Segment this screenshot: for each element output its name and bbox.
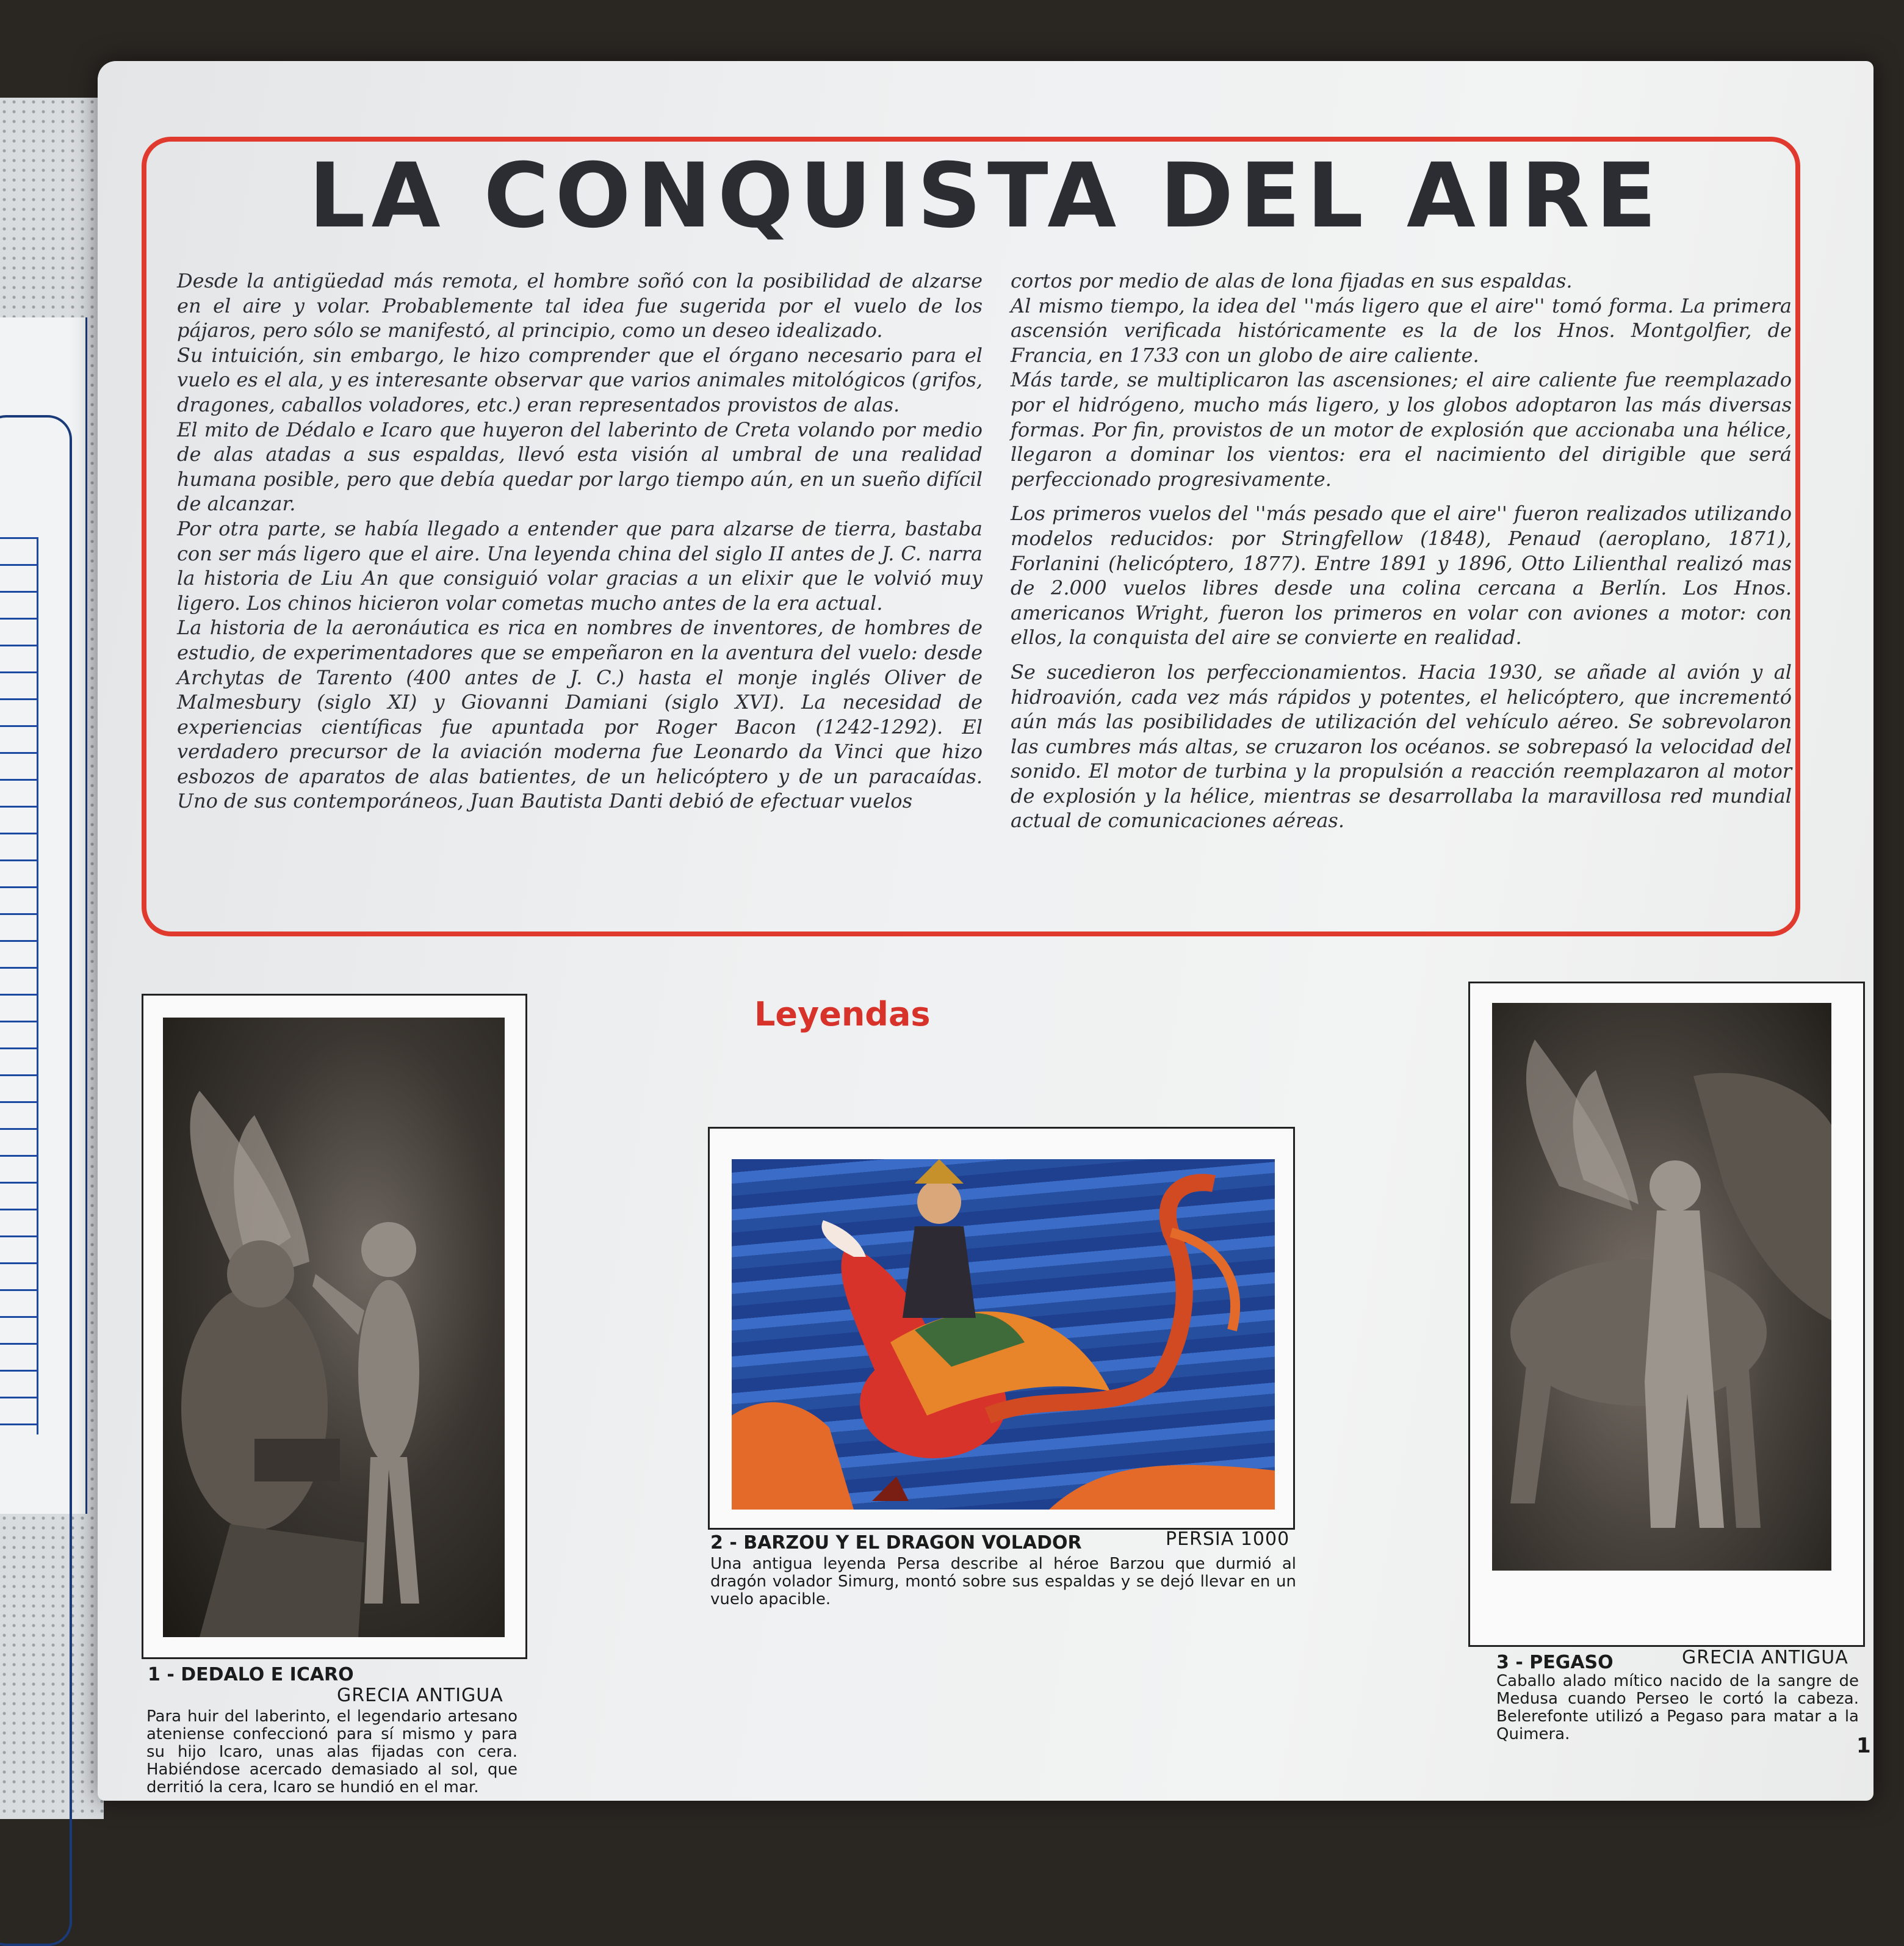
sticker-image-dedalo-icaro [163,1018,505,1637]
paragraph: Los primeros vuelos del ''más pesado que el aire'' fueron realizados utilizando modelos reducidos: por Stringfellow (1848), Penaud (aeroplano, 1871), Forlanini (helicóptero, 1877). Entre 1891 y 1896, Otto Lilienthal realizó mas de 2.000 vuelos libres desde una colina cercana a Berlín. Los Hnos. americanos Wright, fueron los primeros en volar con aviones a motor: con ellos, la conquista del aire se convierte en realidad. [1011,502,1792,649]
paragraph: Por otra parte, se había llegado a entender que para alzarse de tierra, bastaba con ser más ligero que el aire. Una leyenda china del siglo II antes de J. C. narra la historia de Liu An que consiguió volar gracias a un elixir que le volvió muy ligero. Los chinos hicieron volar cometas mucho antes de la era actual. [177,516,983,615]
sticker-card-dedalo [142,994,527,1659]
sticker-image-pegaso [1492,1003,1831,1571]
adjacent-page-ruled-lines [0,537,38,1434]
paragraph: Más tarde, se multiplicaron las ascensiones; el aire caliente fue reemplazado por el hidrógeno, mucho más ligero, y los globos adoptaron las más diversas formas. Por fin, provistos de un motor de explosión que accionaba una hélice, llegaron a dominar los vientos: era el nacimiento del dirigible que será perfeccionado progresivamente. [1011,368,1792,491]
card-description: Para huir del laberinto, el legendario artesano ateniense confeccionó para sí mismo y para su hijo Icaro, unas alas fijadas con cera. Habiéndose acercado demasiado al sol, que derritió la cera, Icaro se hundió en el mar. [146,1707,517,1796]
section-heading: Leyendas [754,995,931,1033]
relief-illustration-icon [163,1018,505,1637]
card-title: 2 - BARZOU Y EL DRAGON VOLADOR [710,1532,1082,1554]
card-description: Una antigua leyenda Persa describe al héroe Barzou que durmió al dragón volador Simurg, montó sobre sus espaldas y se dejó llevar en un vuelo apacible. [710,1555,1296,1608]
card-title: 3 - PEGASO [1496,1652,1614,1673]
intro-text-left-column [177,269,983,814]
card-origin: PERSIA 1000 [1166,1528,1290,1550]
paragraph: Su intuición, sin embargo, le hizo comprender que el órgano necesario para el vuelo es el ala, y es interesante observar que varios animales mitológicos (grifos, dragones, caballos voladores, etc.) eran representados provistos de alas. [177,343,983,416]
paragraph: Se sucedieron los perfeccionamientos. Hacia 1930, se añade al avión y al hidroavión, cada vez más rápidos y potentes, el helicóptero, que incrementó aún más las posibilidades de utilización del vehículo aéreo. Se sobrevolaron las cumbres más altas, se cruzaron los océanos. se sobrepasó la velocidad del sonido. El motor de turbina y la propulsión a reacción reemplazaron al motor de explosión y la hélice, mientras se desarrollaba la maravillosa red mundial actual de comunicaciones aéreas. [1011,660,1792,833]
paragraph: Al mismo tiempo, la idea del ''más ligero que el aire'' tomó forma. La primera ascensión verificada históricamente es la de los Hnos. Montgolfier, de Francia, en 1733 con un globo de aire caliente. [1011,294,1792,367]
paragraph: cortos por medio de alas de lona fijadas en sus espaldas. [1011,269,1573,292]
paragraph: Desde la antigüedad más remota, el hombre soñó con la posibilidad de alzarse en el aire y volar. Probablemente tal idea fue sugerida por el vuelo de los pájaros, pero sólo se manifestó, al principio, como un deseo idealizado. [177,269,983,342]
intro-text-right-column [1011,269,1792,833]
sticker-image-barzou-dragon [732,1159,1275,1510]
dragon-illustration-icon [732,1159,1275,1510]
sticker-card-barzou [708,1127,1295,1530]
card-origin: GRECIA ANTIGUA [1682,1647,1848,1668]
page-number: 1 [1856,1734,1871,1758]
album-page [98,61,1873,1801]
card-title: 1 - DEDALO E ICARO [148,1664,354,1685]
page-title: LA CONQUISTA DEL AIRE [308,144,1663,248]
card-description: Caballo alado mítico nacido de la sangre de Medusa cuando Perseo le cortó la cabeza. Belerefonte utilizó a Pegaso para matar a la Quimera. [1496,1672,1859,1743]
pegasus-relief-illustration-icon [1492,1003,1831,1571]
paragraph: La historia de la aeronáutica es rica en nombres de inventores, de hombres de estudio, de experimentadores que se empeñaron en la aventura del vuelo: desde Archytas de Tarento (400 antes de J. C.) hasta el monje inglés Oliver de Malmesbury (siglo XI) y Giovanni Damiani (siglo XVI). La necesidad de experiencias científicas fue apuntada por Roger Bacon (1242-1292). El verdadero precursor de la aviación moderna fue Leonardo da Vinci que hizo esbozos de aparatos de alas batientes, de un helicóptero y de un paracaídas. Uno de sus contemporáneos, Juan Bautista Danti debió de efectuar vuelos [177,616,983,813]
sticker-card-pegaso [1468,982,1865,1647]
paragraph: El mito de Dédalo e Icaro que huyeron del laberinto de Creta volando por medio de alas atadas a sus espaldas, llevó esta visión al umbral de una realidad humana posible, pero que debía quedar por largo tiempo aún, en un sueño difícil de alcanzar. [177,418,983,516]
card-origin: GRECIA ANTIGUA [337,1685,503,1706]
